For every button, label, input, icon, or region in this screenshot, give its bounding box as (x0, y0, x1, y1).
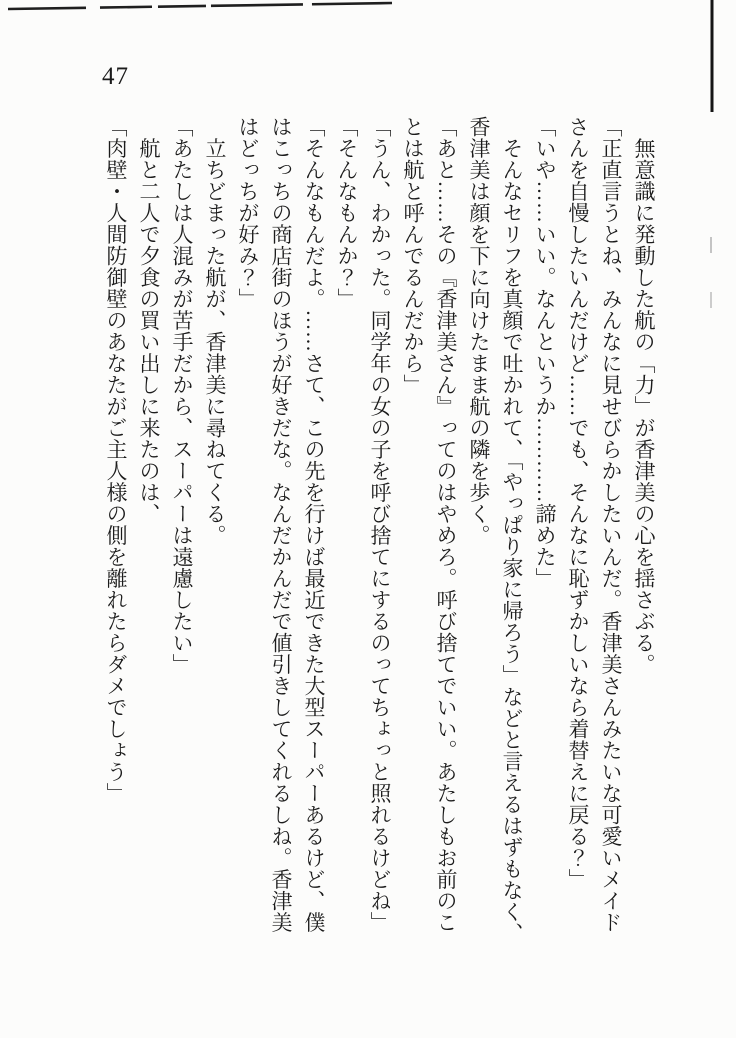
text-line-9: 「うん、わかった。同学年の女の子を呼び捨てにするのってちょっと照れるけどね」 (368, 116, 392, 933)
text-line-17: 「肉壁・人間防御壁のあなたがご主人様の側を離れたらダメでしょう」 (104, 116, 128, 804)
text-line-11: 「そんなもんだよ。……さて、この先を行けば最近できた大型スーパーあるけど、僕 (302, 116, 326, 933)
text-line-6: 香津美は顔を下に向けたまま航の隣を歩く。 (467, 116, 491, 546)
text-line-8: とは航と呼んでるんだから」 (401, 116, 425, 396)
text-line-3: さんを自慢したいんだけど……でも、そんなに恥ずかしいなら着替えに戻る？」 (566, 116, 590, 890)
text-line-1: 無意識に発動した航の「力」が香津美の心を揺さぶる。 (632, 116, 656, 675)
text-line-16: 航と二人で夕食の買い出しに来たのは、 (137, 116, 161, 525)
text-line-15: 「あたしは人混みが苦手だから、スーパーは遠慮したい」 (170, 116, 194, 675)
top-edge-scan-line (8, 3, 392, 9)
text-line-5: そんなセリフを真顔で吐かれて、「やっぱり家に帰ろう」などと言えるはずもなく、 (500, 116, 524, 944)
page-number: 47 (102, 63, 129, 90)
text-line-14: 立ちどまった航が、香津美に尋ねてくる。 (203, 116, 227, 546)
vertical-text-block (99, 116, 660, 1038)
text-line-13: はどっちが好み？」 (236, 116, 260, 310)
text-line-2: 「正直言うとね、みんなに見せびらかしたいんだ。香津美さんみたいな可愛いメイド (599, 116, 623, 933)
text-line-4: 「いや……いい。なんというか…………諦めた」 (533, 116, 557, 589)
text-line-12: はこっちの商店街のほうが好きだな。なんだかんだで値引きしてくれるしね。香津美 (269, 116, 293, 933)
text-line-7: 「あと……その『香津美さん』ってのはやめろ。呼び捨てでいい。あたしもお前のこ (434, 116, 458, 933)
text-line-10: 「そんなもんか？」 (335, 116, 359, 310)
